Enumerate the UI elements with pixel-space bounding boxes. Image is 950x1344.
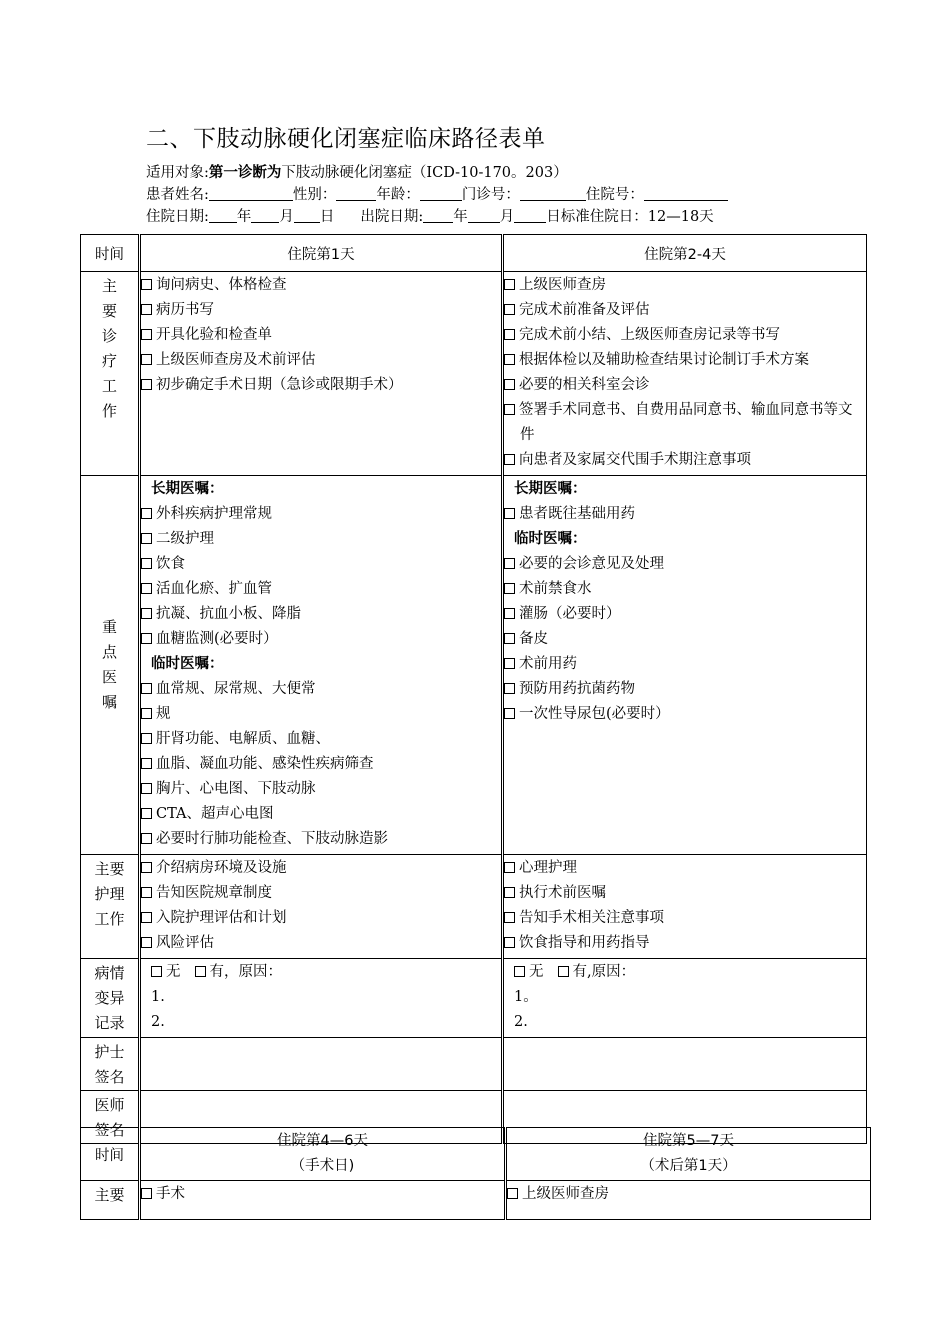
checkbox-icon[interactable] [504, 608, 515, 619]
variation-day1 [140, 959, 503, 1038]
variation-line-2: 2. [514, 1014, 528, 1030]
checkbox-icon[interactable] [504, 683, 515, 694]
discharge-year-label: 年 [453, 209, 468, 225]
long-term-orders-title: 长期医嘱： [514, 481, 587, 497]
checklist-item[interactable]: 入院护理评估和计划 [141, 906, 495, 931]
applicable-rest: 下肢动脉硬化闭塞症（ICD-10-170。203） [281, 165, 568, 181]
time-header: 时间 [81, 235, 140, 272]
checklist-item[interactable]: 术前禁食水 [504, 577, 860, 602]
main-work-day1 [140, 272, 503, 476]
age-label: 年龄： [376, 187, 420, 203]
checkbox-icon[interactable] [504, 583, 515, 594]
discharge-year-blank[interactable] [423, 208, 453, 223]
checkbox-icon[interactable] [141, 833, 152, 844]
checkbox-icon[interactable] [504, 304, 515, 315]
checklist-item[interactable]: 执行术前医嘱 [504, 881, 860, 906]
admit-date-label: 住院日期: [146, 209, 209, 225]
checkbox-icon[interactable] [141, 558, 152, 569]
checklist-item[interactable]: 上级医师查房 [504, 273, 860, 298]
checkbox-icon[interactable] [504, 404, 515, 415]
age-blank[interactable] [420, 186, 462, 201]
orders-day2-4 [503, 476, 867, 855]
discharge-date-label: 出院日期: [360, 209, 424, 225]
checklist-item[interactable]: 二级护理 [141, 527, 495, 552]
checkbox-icon[interactable] [504, 329, 515, 340]
nursing-day2-4 [503, 855, 867, 959]
checklist-item[interactable]: CTA、超声心电图 [141, 802, 495, 827]
checkbox-icon[interactable] [141, 279, 152, 290]
checkbox-icon[interactable] [141, 379, 152, 390]
checkbox-icon[interactable] [141, 862, 152, 873]
checkbox-icon[interactable] [504, 454, 515, 465]
checklist-item[interactable]: 胸片、心电图、下肢动脉 [141, 777, 495, 802]
checkbox-icon[interactable] [504, 937, 515, 948]
checkbox-icon[interactable] [507, 1188, 518, 1199]
checklist-item[interactable]: 预防用药抗菌药物 [504, 677, 860, 702]
checklist-item[interactable]: 告知手术相关注意事项 [504, 906, 860, 931]
applicable-line [146, 161, 568, 182]
applicable-label: 适用对象: [146, 165, 209, 181]
checklist-item[interactable]: 抗凝、抗血小板、降脂 [141, 602, 495, 627]
admit-year-label: 年 [236, 209, 252, 225]
checklist-item[interactable]: 必要的相关科室会诊 [504, 373, 860, 398]
checklist-item[interactable]: 手术 [141, 1182, 498, 1207]
checkbox-icon[interactable] [141, 708, 152, 719]
checklist-item[interactable]: 向患者及家属交代围手术期注意事项 [504, 448, 860, 473]
standard-stay: 日标准住院日：12—18天 [546, 209, 714, 225]
day2-4-header: 住院第2-4天 [503, 235, 867, 272]
checkbox-icon[interactable] [504, 558, 515, 569]
checklist-item[interactable]: 完成术前准备及评估 [504, 298, 860, 323]
checklist-item[interactable]: 活血化瘀、扩血管 [141, 577, 495, 602]
nurse-signature-day2-4[interactable] [503, 1038, 867, 1091]
variation-options: 无 有，原因： [141, 960, 495, 985]
variation-line-1: 1. [151, 989, 165, 1005]
checklist-item[interactable]: 备皮 [504, 627, 860, 652]
checkbox-icon[interactable] [504, 354, 515, 365]
day1-header: 住院第1天 [140, 235, 503, 272]
checkbox-icon[interactable] [504, 633, 515, 644]
checklist-item[interactable]: 一次性导尿包(必要时） [504, 702, 860, 727]
sex-label: 性别： [292, 187, 337, 203]
checklist-item[interactable]: 介绍病房环境及设施 [141, 856, 495, 881]
checklist-item[interactable]: 签署手术同意书、自费用品同意书、输血同意书等文件 [504, 398, 860, 448]
checkbox-icon[interactable] [141, 733, 152, 744]
checklist-item[interactable]: 初步确定手术日期（急诊或限期手术） [141, 373, 495, 398]
checkbox-icon[interactable] [141, 508, 152, 519]
surgery-day-header: 住院第4—6天 （手术日) [140, 1128, 506, 1181]
checkbox-icon[interactable] [504, 279, 515, 290]
inpatient-number-blank[interactable] [644, 186, 728, 201]
temporary-orders-title: 临时医嘱： [514, 531, 587, 547]
patient-line [146, 183, 728, 204]
admit-month-label: 月 [279, 209, 294, 225]
checkbox-icon[interactable] [504, 379, 515, 390]
checklist-item[interactable]: 必要的会诊意见及处理 [504, 552, 860, 577]
admit-month-blank[interactable] [251, 208, 279, 223]
nurse-signature-label: 护士 签名 [81, 1038, 140, 1091]
checkbox-icon[interactable] [141, 808, 152, 819]
pathway-table-days-4-7 [80, 1127, 871, 1220]
checkbox-icon[interactable] [514, 966, 525, 977]
checkbox-icon[interactable] [141, 758, 152, 769]
checklist-item[interactable]: 规 [141, 702, 495, 727]
checkbox-icon[interactable] [151, 966, 162, 977]
checklist-item[interactable]: 必要时行肺功能检查、下肢动脉造影 [141, 827, 495, 852]
checkbox-icon[interactable] [141, 608, 152, 619]
clinic-number-label: 门诊号： [461, 187, 520, 203]
checkbox-icon[interactable] [141, 583, 152, 594]
checklist-item[interactable]: 开具化验和检查单 [141, 323, 495, 348]
main-work-label: 主 要 诊 疗 工 作 [81, 272, 140, 476]
checkbox-icon[interactable] [195, 966, 206, 977]
checklist-item[interactable]: 血糖监测(必要时） [141, 627, 495, 652]
dates-line [146, 205, 714, 226]
checkbox-icon[interactable] [504, 658, 515, 669]
checkbox-icon[interactable] [141, 329, 152, 340]
checklist-item[interactable]: 上级医师查房及术前评估 [141, 348, 495, 373]
checklist-item[interactable]: 询问病史、体格检查 [141, 273, 495, 298]
main-work-label: 主要 [81, 1181, 140, 1220]
checkbox-icon[interactable] [141, 683, 152, 694]
inpatient-number-label: 住院号： [585, 187, 644, 203]
nurse-signature-day1[interactable] [140, 1038, 503, 1091]
variation-options: 无 有,原因： [504, 960, 860, 985]
checkbox-icon[interactable] [141, 783, 152, 794]
nursing-label: 主要 护理 工作 [81, 855, 140, 959]
checkbox-icon[interactable] [558, 966, 569, 977]
variation-day2-4 [503, 959, 867, 1038]
checklist-item[interactable]: 饮食指导和用药指导 [504, 931, 860, 956]
main-work-surgery-day [140, 1181, 506, 1220]
checkbox-icon[interactable] [141, 912, 152, 923]
checklist-item[interactable]: 灌肠（必要时） [504, 602, 860, 627]
checkbox-icon[interactable] [504, 862, 515, 873]
checklist-item[interactable]: 心理护理 [504, 856, 860, 881]
checklist-item[interactable]: 病历书写 [141, 298, 495, 323]
orders-label: 重 点 医 嘱 [81, 476, 140, 855]
long-term-orders-title: 长期医嘱： [151, 481, 224, 497]
admit-year-blank[interactable] [209, 208, 237, 223]
checkbox-icon[interactable] [141, 937, 152, 948]
checklist-item[interactable]: 根据体检以及辅助检查结果讨论制订手术方案 [504, 348, 860, 373]
admit-day-blank[interactable] [294, 208, 320, 223]
checklist-item[interactable]: 术前用药 [504, 652, 860, 677]
discharge-month-blank[interactable] [468, 208, 500, 223]
checkbox-icon[interactable] [504, 708, 515, 719]
clinic-number-blank[interactable] [520, 186, 586, 201]
checklist-item[interactable]: 上级医师查房 [507, 1182, 864, 1207]
time-header: 时间 [81, 1128, 140, 1181]
checkbox-icon[interactable] [504, 508, 515, 519]
variation-label: 病情 变异 记录 [81, 959, 140, 1038]
checklist-item[interactable]: 患者既往基础用药 [504, 502, 860, 527]
orders-day1 [140, 476, 503, 855]
discharge-day-blank[interactable] [514, 208, 546, 223]
checklist-item[interactable]: 外科疾病护理常规 [141, 502, 495, 527]
checkbox-icon[interactable] [141, 354, 152, 365]
checkbox-icon[interactable] [141, 1188, 152, 1199]
variation-line-1: 1。 [514, 989, 538, 1005]
checkbox-icon[interactable] [141, 304, 152, 315]
checklist-item[interactable]: 风险评估 [141, 931, 495, 956]
checkbox-icon[interactable] [141, 533, 152, 544]
patient-name-blank[interactable] [209, 186, 293, 201]
sex-blank[interactable] [336, 186, 376, 201]
applicable-bold: 第一诊断为 [208, 165, 282, 181]
checklist-item[interactable]: 血脂、凝血功能、感染性疾病筛查 [141, 752, 495, 777]
checkbox-icon[interactable] [141, 633, 152, 644]
admit-day-label: 日 [319, 209, 335, 225]
checklist-item[interactable]: 肝肾功能、电解质、血糖、 [141, 727, 495, 752]
variation-line-2: 2. [151, 1014, 165, 1030]
checklist-item[interactable]: 血常规、尿常规、大便常 [141, 677, 495, 702]
discharge-month-label: 月 [499, 209, 515, 225]
postop-day1-header: 住院第5—7天 （术后第1天） [506, 1128, 871, 1181]
temporary-orders-title: 临时医嘱： [151, 656, 224, 672]
checkbox-icon[interactable] [504, 887, 515, 898]
pathway-table-days-1-4 [80, 234, 867, 1144]
checklist-item[interactable]: 告知医院规章制度 [141, 881, 495, 906]
doctor-signature-label: 医师 签名 [81, 1091, 140, 1144]
patient-name-label: 患者姓名: [146, 187, 209, 203]
checklist-item[interactable]: 饮食 [141, 552, 495, 577]
document-title: 二、下肢动脉硬化闭塞症临床路径表单 [146, 126, 546, 152]
checkbox-icon[interactable] [504, 912, 515, 923]
checklist-item[interactable]: 完成术前小结、上级医师查房记录等书写 [504, 323, 860, 348]
checkbox-icon[interactable] [141, 887, 152, 898]
main-work-day2-4 [503, 272, 867, 476]
main-work-postop-day1 [506, 1181, 871, 1220]
nursing-day1 [140, 855, 503, 959]
